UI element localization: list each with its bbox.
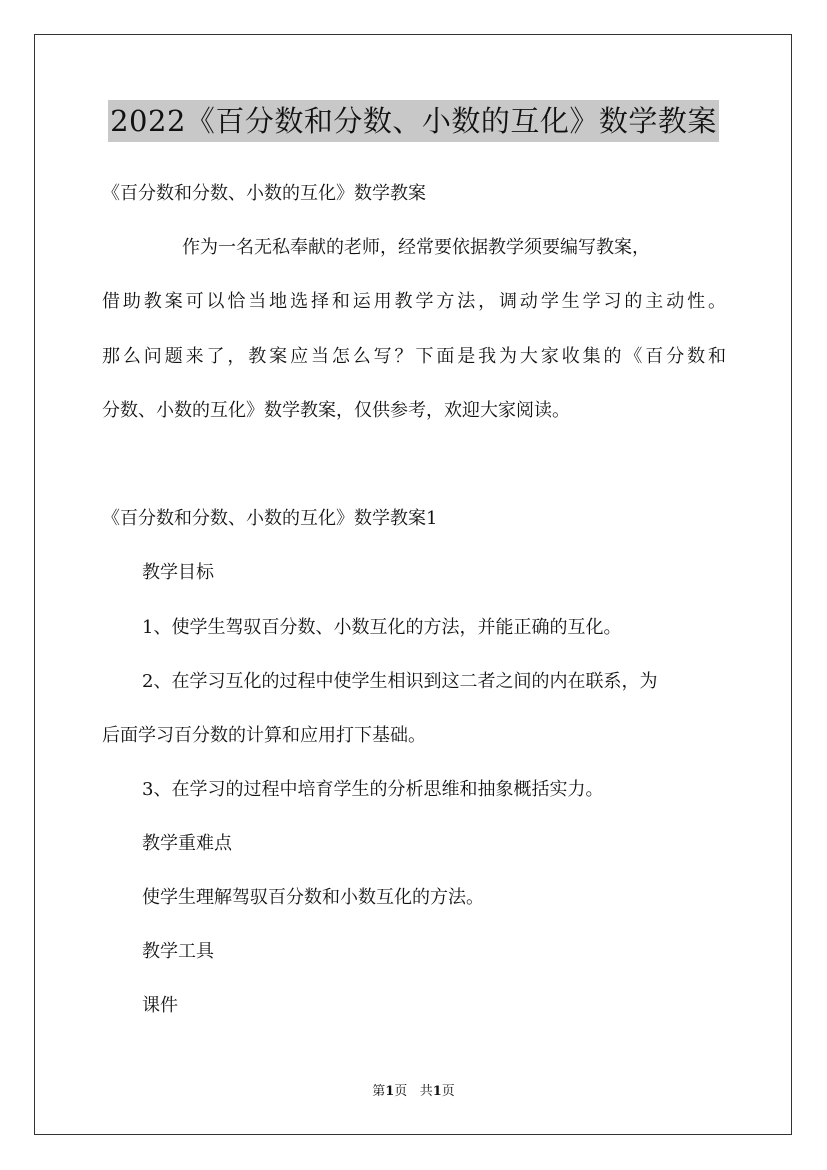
key-points-text: 使学生理解驾驭百分数和小数互化的方法。 [142,887,484,908]
objective-2-line-2: 后面学习百分数的计算和应用打下基础。 [102,725,426,746]
section-heading: 《百分数和分数、小数的互化》数学教案1 [102,508,438,529]
footer-total-prefix: 共 [419,1084,433,1099]
intro-line-3: 那么问题来了，教案应当怎么写？下面是我为大家收集的《百分数和 [102,346,726,367]
objective-2-line-1: 2、在学习互化的过程中使学生相识到这二者之间的内在联系，为 [142,671,658,692]
document-title: 2022《百分数和分数、小数的互化》数学教案 [108,100,719,142]
footer-page-prefix: 第 [372,1084,386,1099]
objective-3: 3、在学习的过程中培育学生的分析思维和抽象概括实力。 [142,779,604,800]
intro-line-4: 分数、小数的互化》数学教案，仅供参考，欢迎大家阅读。 [102,400,570,421]
title-container [0,100,827,142]
footer-page-suffix: 页 [394,1084,408,1099]
footer-total-number: 1 [432,1084,442,1099]
document-subtitle: 《百分数和分数、小数的互化》数学教案 [102,183,426,204]
objective-1: 1、使学生驾驭百分数、小数互化的方法，并能正确的互化。 [142,617,622,638]
tools-text: 课件 [142,995,178,1016]
intro-line-1: 作为一名无私奉献的老师，经常要依据教学须要编写教案， [182,237,650,258]
page-footer [0,1083,827,1101]
key-points-heading: 教学重难点 [142,833,232,854]
tools-heading: 教学工具 [142,941,214,962]
footer-total-suffix: 页 [441,1084,455,1099]
objectives-heading: 教学目标 [142,562,214,583]
footer-page-number: 1 [385,1084,395,1099]
intro-line-2: 借助教案可以恰当地选择和运用教学方法，调动学生学习的主动性。 [102,291,726,312]
